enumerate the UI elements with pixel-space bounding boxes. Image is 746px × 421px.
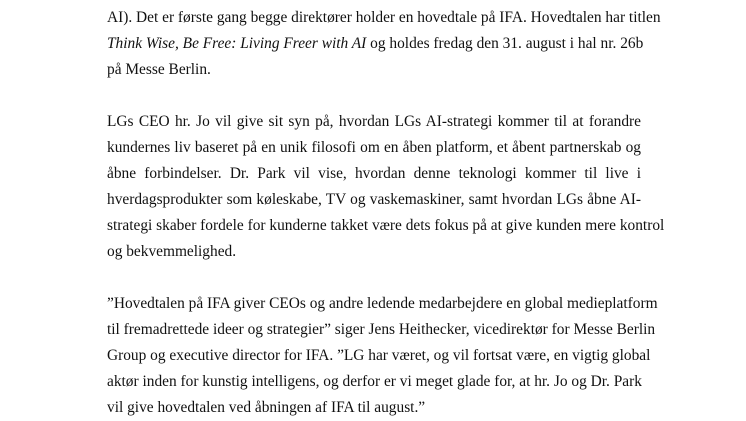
text-line: og bekvemmelighed.	[107, 243, 237, 260]
text-line: vil give hovedtalen ved åbningen af IFA til august.”	[107, 399, 426, 416]
text-line: strategi skaber fordele for kunderne takket være dets fokus på at give kunden mere kontrol	[107, 217, 665, 234]
text-line: hverdagsprodukter som køleskabe, TV og vaskemaskiner, samt hvordan LGs åbne AI-	[107, 191, 641, 208]
text-line: ”Hovedtalen på IFA giver CEOs og andre ledende medarbejdere en global medieplatform	[107, 295, 658, 312]
text-line: åbne forbindelser. Dr. Park vil vise, hvordan denne teknologi kommer til live i	[107, 165, 641, 182]
text-line: kundernes liv baseret på en unik filosofi om en åben platform, et åbent partnerskab og	[107, 139, 641, 156]
text-line: Group og executive director for IFA. ”LG har været, og vil fortsat være, en vigtig global	[107, 347, 651, 364]
text-line: AI). Det er første gang begge direktører holder en hovedtale på IFA. Hovedtalen har titlen	[107, 9, 661, 26]
keynote-title-italic: Think Wise, Be Free: Living Freer with AI	[107, 35, 367, 52]
text-line: til fremadrettede ideer og strategier” siger Jens Heithecker, vicedirektør for Messe Berlin	[107, 321, 656, 338]
text-segment: og holdes fredag den 31. august i hal nr. 26b	[366, 35, 644, 52]
text-line	[107, 31, 644, 57]
text-line: LGs CEO hr. Jo vil give sit syn på, hvordan LGs AI-strategi kommer til at forandre	[107, 113, 641, 130]
text-line: aktør inden for kunstig intelligens, og derfor er vi meget glade for, at hr. Jo og Dr. Park	[107, 373, 642, 390]
text-line: på Messe Berlin.	[107, 61, 211, 78]
